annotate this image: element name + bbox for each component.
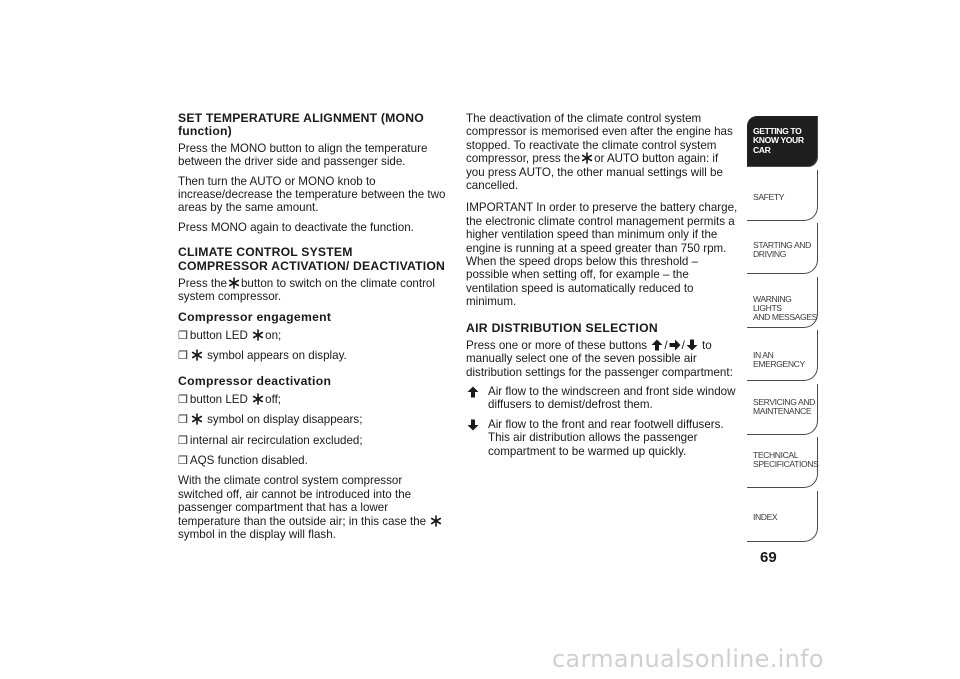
tab-getting-to-know[interactable] — [747, 116, 818, 167]
tab-label: SAFETY — [753, 191, 785, 202]
airflow-text: Air flow to the front and rear footwell diffusers. This air distribution allows the passenger compartment to be warmed up quickly. — [488, 417, 724, 458]
tab-label: IN AN EMERGENCY — [753, 350, 805, 370]
bullet-box: ❒ — [178, 329, 188, 342]
paragraph — [178, 277, 446, 304]
text-fragment: button LED — [189, 392, 248, 406]
text-fragment: AQS function disabled. — [189, 453, 308, 467]
bullet-box: ❒ — [178, 350, 188, 363]
text-fragment: button to switch on the climate control system compressor. — [178, 277, 435, 304]
tab-label: WARNING LIGHTS — [753, 293, 792, 313]
paragraph: Then turn the AUTO or MONO knob to increase/decrease the temperature between the two areas by the same amount. — [178, 174, 446, 215]
tab-technical[interactable] — [747, 437, 818, 488]
text-fragment: Press the — [178, 277, 227, 291]
tab-index[interactable] — [747, 491, 818, 542]
snowflake-icon — [191, 413, 203, 425]
bullet-item — [178, 413, 446, 427]
bullet-item — [178, 434, 446, 448]
tab-warning-lights[interactable] — [747, 277, 818, 328]
snowflake-icon — [430, 515, 442, 527]
snowflake-icon — [191, 349, 203, 361]
tab-label: STARTING AND — [753, 240, 811, 250]
airflow-text: Air flow to the windscreen and front side window diffusers to demist/defrost them. — [488, 384, 736, 412]
paragraph-important: IMPORTANT In order to preserve the battery charge, the electronic climate control management permits a higher ventilation speed than minimum only if the engine is running at a speed greater than 750 rpm. When the speed drops below this threshold – possible when setting off, for example – the ventilation speed is automatically reduced to minimum. — [466, 201, 738, 309]
text-fragment: symbol appears on display. — [207, 349, 347, 363]
heading-engagement: Compressor engagement — [178, 309, 332, 324]
tab-emergency[interactable] — [747, 330, 818, 381]
heading-deactivation: Compressor deactivation — [178, 373, 332, 388]
right-column — [466, 112, 738, 464]
arrow-down-icon — [686, 339, 698, 351]
snowflake-icon — [252, 393, 264, 405]
separator: / — [681, 338, 685, 352]
heading-air-distribution: AIR DISTRIBUTION SELECTION — [466, 320, 658, 335]
bullet-box: ❒ — [178, 454, 188, 467]
bullet-item — [178, 329, 446, 343]
snowflake-icon — [581, 152, 593, 164]
bullet-item — [178, 349, 446, 363]
chapter-tabs — [747, 116, 818, 544]
tab-label: TECHNICAL — [753, 450, 799, 460]
paragraph — [466, 339, 738, 379]
text-fragment: internal air recirculation excluded; — [189, 433, 363, 447]
text-fragment: symbol on display disappears; — [207, 413, 363, 427]
text-fragment: to manually select one of the seven possible air distribution settings for the passenger compartment: — [466, 338, 733, 379]
tab-label: SPECIFICATIONS — [753, 459, 819, 470]
tab-label: MAINTENANCE — [753, 405, 812, 416]
tab-label: KNOW YOUR CAR — [753, 135, 804, 155]
snowflake-icon — [228, 277, 240, 289]
text-fragment: off; — [265, 392, 282, 406]
text-fragment: The deactivation of the climate control system compressor is memorised even after the engine has stopped. To reactivate the climate control system compressor, press the — [466, 112, 733, 166]
arrow-right-icon — [669, 339, 681, 351]
text-fragment: symbol in the display will flash. — [178, 527, 336, 541]
paragraph — [466, 112, 738, 192]
tab-safety[interactable] — [747, 170, 818, 221]
text-fragment: button LED — [189, 328, 248, 342]
tab-label: SERVICING AND — [753, 396, 815, 407]
bullet-box: ❒ — [178, 393, 188, 406]
text-fragment: or AUTO button again: if you press AUTO, the other manual settings will be cancelled. — [466, 152, 723, 193]
left-column — [178, 112, 446, 547]
airflow-item-footwell — [466, 418, 738, 458]
snowflake-icon — [252, 329, 264, 341]
paragraph — [178, 474, 446, 541]
arrow-up-icon — [651, 339, 663, 351]
bullet-item — [178, 454, 446, 468]
tab-starting-driving[interactable] — [747, 223, 818, 274]
tab-label: GETTING TO — [753, 126, 802, 136]
heading-compressor: CLIMATE CONTROL SYSTEM COMPRESSOR ACTIVATION/ DEACTIVATION — [178, 245, 445, 273]
text-fragment: Press one or more of these buttons — [466, 338, 648, 352]
page-number: 69 — [760, 549, 777, 566]
tab-label: AND MESSAGES — [753, 312, 817, 323]
separator: / — [664, 338, 668, 352]
heading-mono: SET TEMPERATURE ALIGNMENT (MONO function) — [178, 111, 424, 139]
arrow-down-icon — [467, 419, 479, 431]
text-fragment: With the climate control system compressor switched off, air cannot be introduced into the passenger compartment that has a lower temperature than the outside air; in this case the — [178, 474, 427, 528]
paragraph: Press the MONO button to align the temperature between the driver side and passenger side. — [178, 141, 428, 169]
bullet-box: ❒ — [178, 414, 188, 427]
tab-label: INDEX — [753, 511, 778, 522]
text-fragment: on; — [265, 328, 282, 342]
tab-label: DRIVING — [753, 249, 787, 260]
airflow-item-windscreen — [466, 385, 738, 412]
tab-servicing[interactable] — [747, 384, 818, 435]
watermark: carmanualsonline.info — [552, 645, 824, 673]
arrow-up-icon — [467, 386, 479, 398]
bullet-item — [178, 393, 446, 407]
paragraph: Press MONO again to deactivate the function. — [178, 220, 414, 234]
bullet-box: ❒ — [178, 434, 188, 447]
